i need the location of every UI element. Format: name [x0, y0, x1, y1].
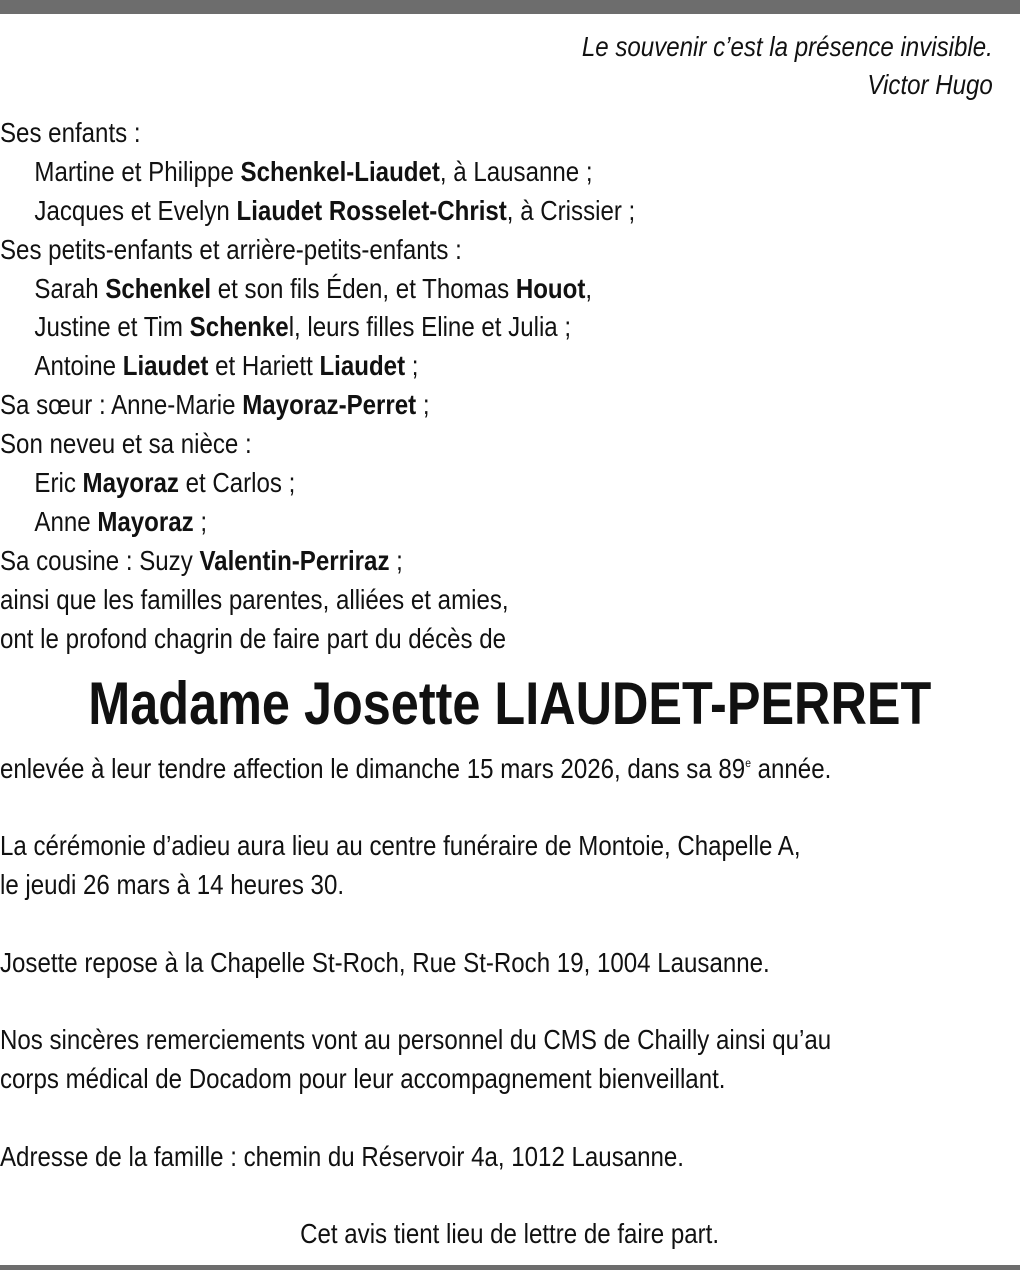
epigraph-quote	[582, 28, 993, 104]
family-line-nephew2: Anne Mayoraz ;	[34, 505, 208, 537]
quote-text: Le souvenir c’est la présence invisible.	[582, 31, 993, 62]
family-line-cousin: Sa cousine : Suzy Valentin-Perriraz ;	[0, 544, 403, 576]
family-line-sister: Sa sœur : Anne-Marie Mayoraz-Perret ;	[0, 389, 430, 421]
deceased-name: Madame Josette LIAUDET-PERRET	[88, 670, 932, 737]
family-line-grandchild3: Antoine Liaudet et Hariett Liaudet ;	[34, 350, 419, 382]
family-line-grandchild1: Sarah Schenkel et son fils Éden, et Thomas Houot,	[34, 272, 593, 304]
thanks-line1: Nos sincères remerciements vont au personnel du CMS de Chailly ainsi qu’au	[0, 1024, 832, 1055]
quote-author: Victor Hugo	[867, 69, 993, 100]
top-border-rule	[0, 0, 1020, 14]
rest-info: Josette repose à la Chapelle St-Roch, Rue St-Roch 19, 1004 Lausanne.	[0, 947, 770, 978]
grandchildren-label: Ses petits-enfants et arrière-petits-enfants :	[0, 233, 462, 265]
family-line-grandchild2: Justine et Tim Schenkel, leurs filles Eline et Julia ;	[34, 311, 572, 343]
thanks-paragraph	[0, 1021, 831, 1098]
ceremony-line2: le jeudi 26 mars à 14 heures 30.	[0, 868, 345, 900]
announcement-line: ont le profond chagrin de faire part du décès de	[0, 622, 507, 654]
family-address: Adresse de la famille : chemin du Réservoir 4a, 1012 Lausanne.	[0, 1141, 685, 1172]
nephew-label: Son neveu et sa nièce :	[0, 428, 252, 460]
family-line-nephew1: Eric Mayoraz et Carlos ;	[34, 467, 296, 499]
family-list	[0, 114, 635, 658]
family-line-child2: Jacques et Evelyn Liaudet Rosselet-Christ, à Crissier ;	[34, 194, 636, 226]
family-line-child1: Martine et Philippe Schenkel-Liaudet, à Lausanne ;	[34, 155, 593, 187]
children-label: Ses enfants :	[0, 117, 141, 148]
bottom-border-rule	[0, 1265, 1020, 1270]
death-statement: enlevée à leur tendre affection le dimanche 15 mars 2026, dans sa 89e année.	[0, 753, 832, 784]
closing-note: Cet avis tient lieu de lettre de faire part.	[300, 1218, 720, 1249]
thanks-line2: corps médical de Docadom pour leur accompagnement bienveillant.	[0, 1062, 726, 1094]
ceremony-line1: La cérémonie d’adieu aura lieu au centre funéraire de Montoie, Chapelle A,	[0, 830, 801, 861]
families-line: ainsi que les familles parentes, alliées et amies,	[0, 583, 509, 615]
ceremony-info	[0, 827, 801, 904]
